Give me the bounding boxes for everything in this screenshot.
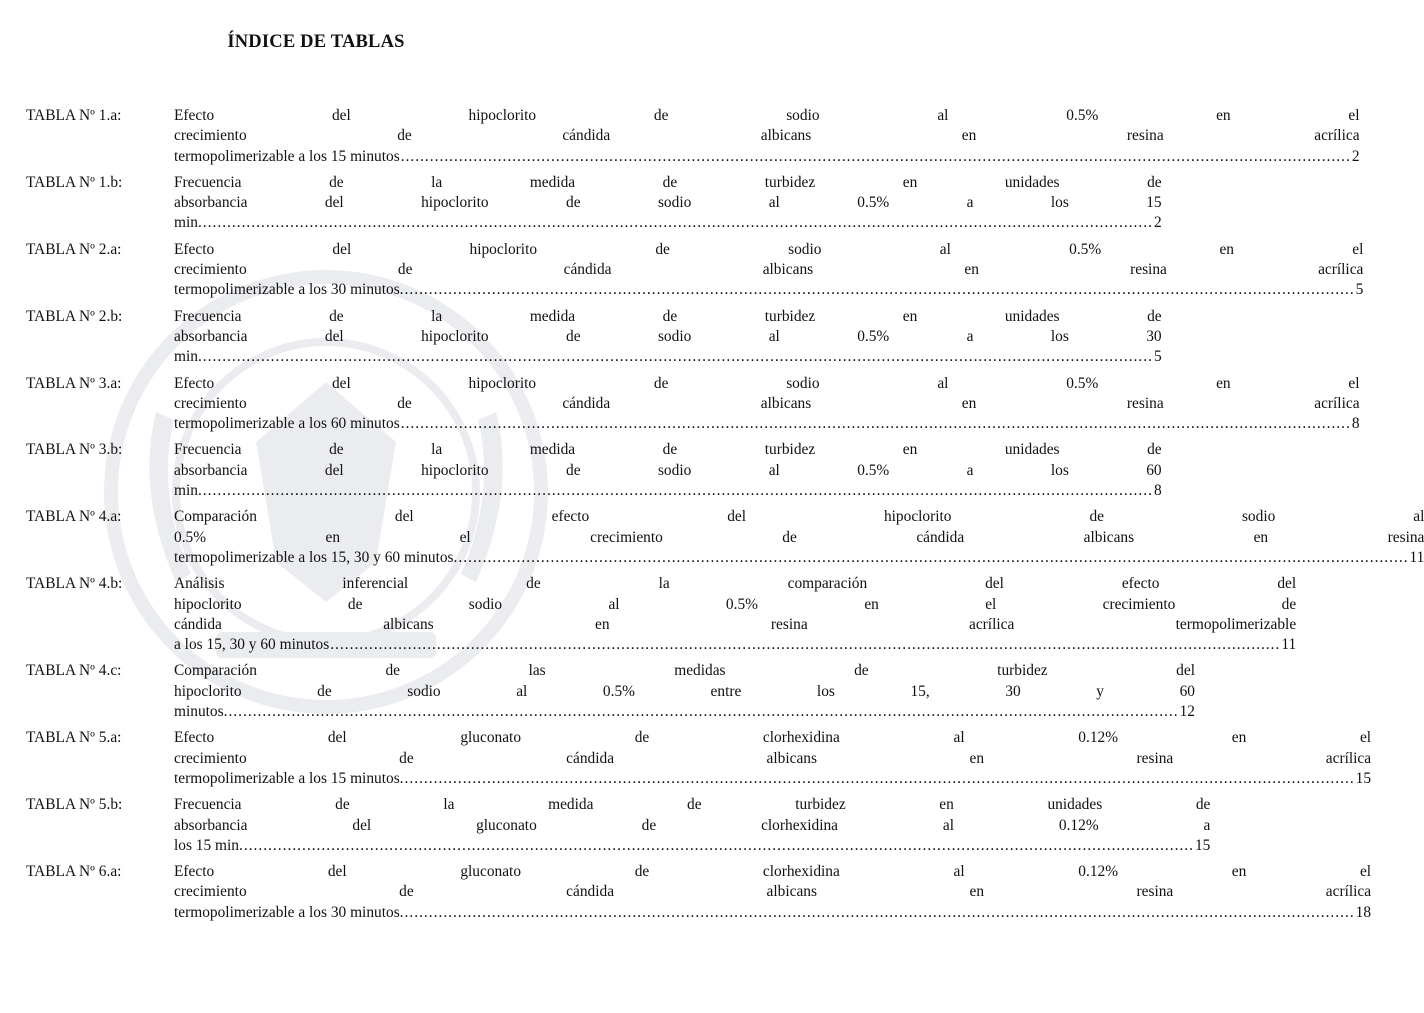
toc-entry[interactable] <box>26 374 1360 435</box>
toc-entry[interactable] <box>26 106 1360 167</box>
toc-entry[interactable] <box>26 862 1372 923</box>
dot-leader <box>401 414 1351 434</box>
toc-entry-line: hipoclorito de sodio al 0.5% entre los 15, 30 y 60 <box>174 682 1195 700</box>
toc-entry-label: TABLA Nº 4.c: <box>26 662 122 680</box>
toc-entry-label: TABLA Nº 4.b: <box>26 575 123 593</box>
toc-entry-label: TABLA Nº 2.a: <box>26 240 122 258</box>
toc-entry-line: absorbancia del hipoclorito de sodio al 0.5% a los 15 <box>174 194 1162 212</box>
toc-entry-line: Frecuencia de la medida de turbidez en unidades de <box>174 173 1162 191</box>
toc-entry-last-line: a los 15, 30 y 60 minutos <box>174 636 330 654</box>
toc-entry-page-number[interactable]: 11 <box>1281 636 1297 654</box>
toc-entry-line: crecimiento de cándida albicans en resina acrílica <box>174 394 1360 412</box>
toc-entry[interactable] <box>26 574 1297 655</box>
toc-entry-description <box>174 173 1162 234</box>
toc-entry-last-line: min. <box>174 214 202 232</box>
toc-entry-description <box>174 574 1296 655</box>
toc-entry-description <box>174 240 1363 301</box>
toc-entry-last-line: termopolimerizable a los 60 minutos <box>174 415 400 433</box>
toc-entry-line: crecimiento de cándida albicans en resina acrílica <box>174 261 1364 279</box>
dot-leader <box>203 481 1153 501</box>
toc-entry-label: TABLA Nº 1.a: <box>26 107 122 124</box>
toc-entry-line: 0.5% en el crecimiento de cándida albicans en resina <box>174 528 1424 546</box>
toc-entry-label: TABLA Nº 5.a: <box>26 729 122 747</box>
toc-entry[interactable] <box>26 173 1162 234</box>
toc-entry-line: Comparación del efecto del hipoclorito de sodio al <box>174 508 1424 526</box>
toc-entry-page-number[interactable]: 8 <box>1351 415 1360 433</box>
toc-entry-last-line: termopolimerizable a los 15 minutos <box>174 147 400 165</box>
toc-entry-label: TABLA Nº 3.b: <box>26 441 123 459</box>
toc-entry-line: crecimiento de cándida albicans en resina acrílica <box>174 749 1372 767</box>
toc-entry-label: TABLA Nº 1.b: <box>26 173 123 191</box>
toc-entry-line: Frecuencia de la medida de turbidez en unidades de <box>174 796 1211 814</box>
dot-leader <box>244 836 1194 856</box>
toc-entry-description <box>174 661 1195 722</box>
dot-leader <box>203 213 1153 233</box>
dot-leader <box>330 635 1280 655</box>
toc-entry-page-number[interactable]: 15 <box>1194 836 1211 854</box>
toc-entry-description <box>174 307 1162 368</box>
toc-entry-line: hipoclorito de sodio al 0.5% en el crecimiento de <box>174 595 1297 613</box>
dot-leader <box>405 280 1355 300</box>
toc-entry-last-line: minutos. <box>174 703 228 721</box>
toc-entry-label: TABLA Nº 4.a: <box>26 508 122 526</box>
toc-entry-last-line: los 15 min. <box>174 836 243 854</box>
toc-entry-page-number[interactable]: 5 <box>1355 281 1364 299</box>
toc-entry-line: cándida albicans en resina acrílica termopolimerizable <box>174 615 1297 633</box>
toc-entry-line: Frecuencia de la medida de turbidez en unidades de <box>174 307 1162 325</box>
toc-entry-line: absorbancia del hipoclorito de sodio al 0.5% a los 60 <box>174 461 1162 479</box>
toc-entry-description <box>174 106 1360 167</box>
toc-entry-last-line: min. <box>174 348 202 366</box>
toc-entry-page-number[interactable]: 5 <box>1153 348 1162 366</box>
toc-entry-line: Efecto del hipoclorito de sodio al 0.5% en el <box>174 107 1360 124</box>
toc-entry-description <box>174 440 1162 501</box>
toc-entry-line: Efecto del gluconato de clorhexidina al 0.12% en el <box>174 729 1372 747</box>
toc-entry-page-number[interactable]: 12 <box>1179 703 1195 721</box>
toc-entry-line: Análisis inferencial de la comparación del efecto del <box>174 575 1297 593</box>
toc-entry-last-line: termopolimerizable a los 15 minutos. <box>174 769 404 787</box>
dot-leader <box>405 903 1355 923</box>
toc-entry-last-line: termopolimerizable a los 15, 30 y 60 minutos. <box>174 548 458 566</box>
toc-entry-last-line: termopolimerizable a los 30 minutos. <box>174 903 404 921</box>
dot-leader <box>401 147 1351 167</box>
toc-entry[interactable] <box>26 240 1364 301</box>
dot-leader <box>228 702 1178 722</box>
toc-entry-page-number[interactable]: 2 <box>1153 214 1162 232</box>
toc-entry-line: absorbancia del gluconato de clorhexidina al 0.12% a <box>174 816 1211 834</box>
toc-entry-description <box>174 795 1210 856</box>
toc-entry-last-line: min. <box>174 482 202 500</box>
toc-entry-label: TABLA Nº 3.a: <box>26 374 122 392</box>
toc-entry-page-number[interactable]: 18 <box>1355 903 1372 921</box>
toc-entry-description <box>174 728 1371 789</box>
toc-entry-page-number[interactable]: 8 <box>1153 482 1162 500</box>
toc-entry-line: Efecto del hipoclorito de sodio al 0.5% en el <box>174 374 1360 392</box>
toc-entry[interactable] <box>26 507 1424 568</box>
toc-entry-line: Frecuencia de la medida de turbidez en unidades de <box>174 441 1162 459</box>
toc-entry-line: absorbancia del hipoclorito de sodio al 0.5% a los 30 <box>174 327 1162 345</box>
toc-entry-description <box>174 862 1371 923</box>
toc-entry-page-number[interactable]: 11 <box>1409 548 1424 566</box>
toc-entry-description <box>174 507 1424 568</box>
toc-entry-page-number[interactable]: 15 <box>1355 769 1372 787</box>
toc-entry-line: Efecto del gluconato de clorhexidina al 0.12% en el <box>174 863 1372 881</box>
toc-entry-line: crecimiento de cándida albicans en resina acrílica <box>174 883 1372 901</box>
dot-leader <box>405 769 1355 789</box>
toc-entry-page-number[interactable]: 2 <box>1351 147 1360 165</box>
toc-entry[interactable] <box>26 307 1162 368</box>
toc-entry-label: TABLA Nº 2.b: <box>26 307 123 325</box>
toc-entry[interactable] <box>26 795 1211 856</box>
toc-entry-label: TABLA Nº 6.a: <box>26 863 122 881</box>
table-of-contents <box>26 106 1424 929</box>
toc-entry-description <box>174 374 1360 435</box>
toc-entry[interactable] <box>26 661 1195 722</box>
dot-leader <box>458 548 1408 568</box>
toc-entry-line: Comparación de las medidas de turbidez del <box>174 662 1195 680</box>
toc-entry-line: Efecto del hipoclorito de sodio al 0.5% en el <box>174 240 1364 258</box>
toc-entry[interactable] <box>26 728 1372 789</box>
toc-entry-label: TABLA Nº 5.b: <box>26 796 123 814</box>
page-title: ÍNDICE DE TABLAS <box>227 32 405 52</box>
toc-entry-line: crecimiento de cándida albicans en resina acrílica <box>174 127 1360 145</box>
toc-entry-last-line: termopolimerizable a los 30 minutos. <box>174 281 404 299</box>
dot-leader <box>203 347 1153 367</box>
toc-entry[interactable] <box>26 440 1162 501</box>
